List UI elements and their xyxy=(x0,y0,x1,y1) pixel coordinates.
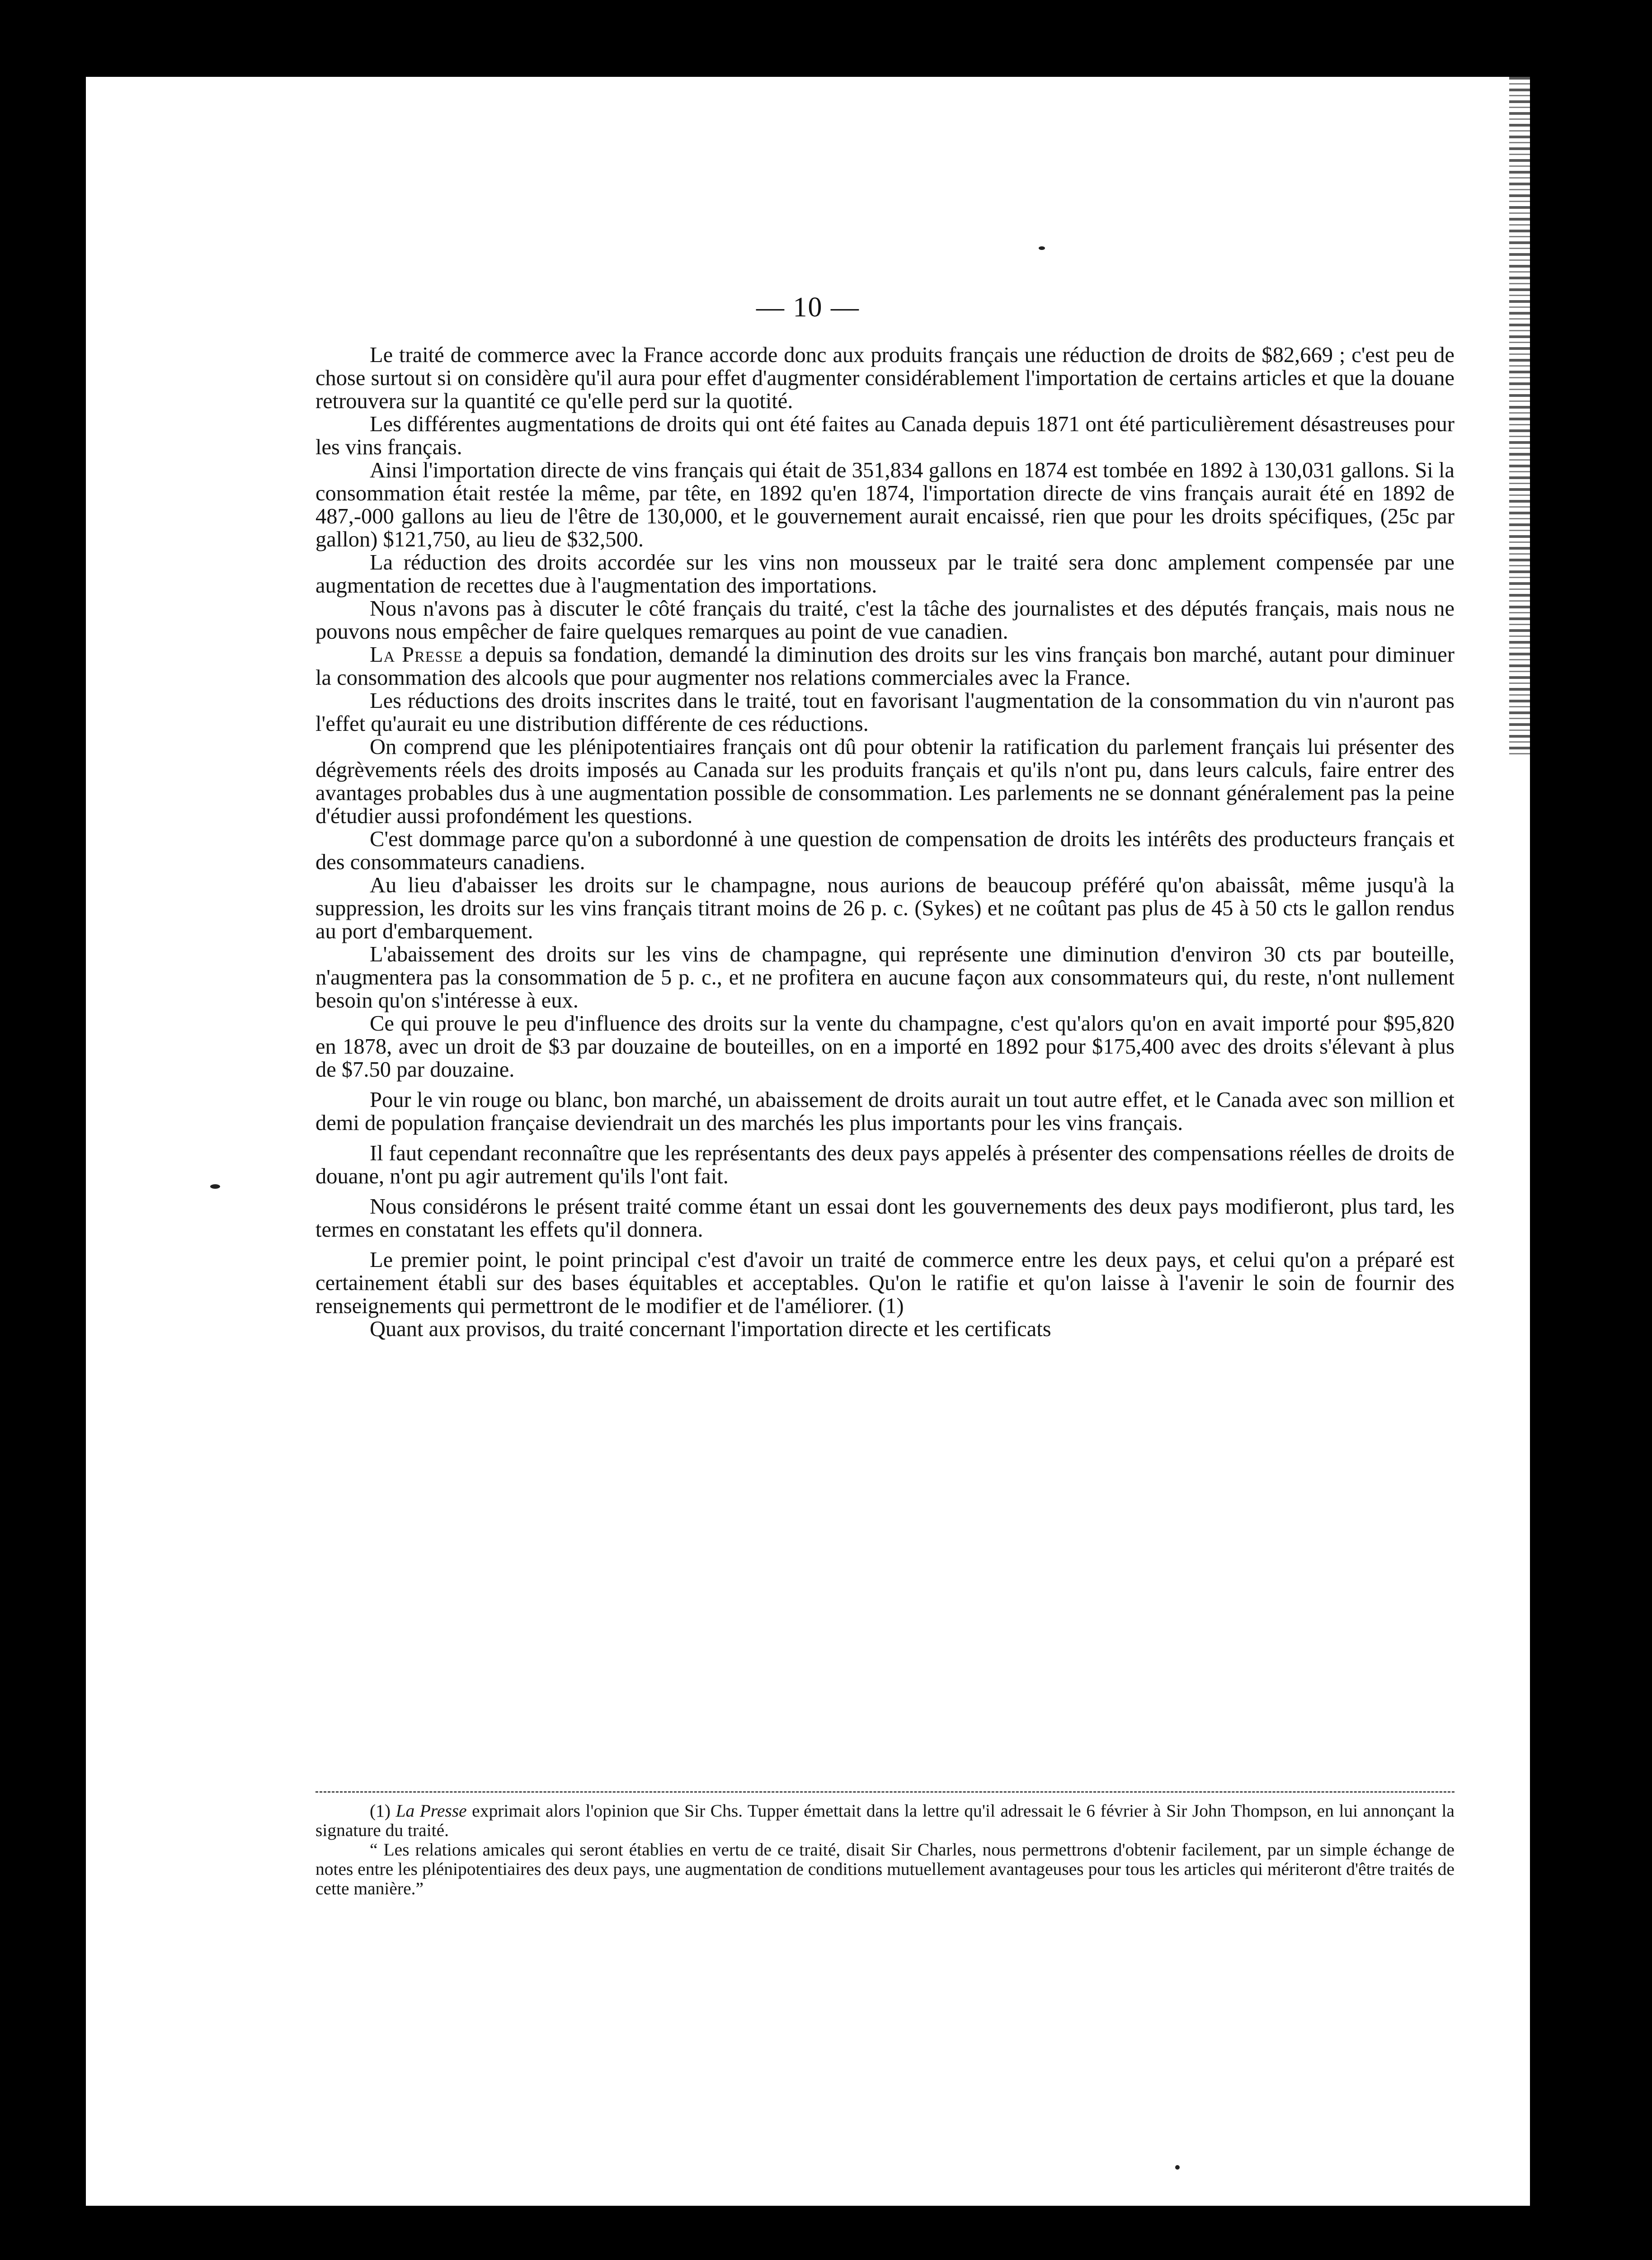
footnote xyxy=(315,1801,1454,1840)
footnote-marker: (1) xyxy=(370,1801,391,1821)
paragraph-la-presse xyxy=(315,643,1454,689)
footnotes xyxy=(315,1801,1454,1898)
scan-speck xyxy=(1175,2165,1180,2170)
footnote-text: exprimait alors l'opinion que Sir Chs. Tupper émettait dans la lettre qu'il adressait le 6 février à Sir John Thompson, en lui annonçant la signature du traité. xyxy=(315,1801,1455,1840)
footnote-italic-title: La Presse xyxy=(395,1801,467,1821)
footnote-quote: “ Les relations amicales qui seront établies en vertu de ce traité, disait Sir Charles, nous permettrons d'obtenir facilement, par un simple échange de notes entre les plénipotentiaires des deux pays, une augmentation de conditions mutuellement avantageuses pour tous les articles qui mériteront d'être traités de cette manière.” xyxy=(315,1840,1454,1898)
scan-speck xyxy=(1039,246,1045,250)
paragraph: Nous n'avons pas à discuter le côté français du traité, c'est la tâche des journalistes et des députés français, mais nous ne pouvons nous empêcher de faire quelques remarques au point de vue canadien. xyxy=(315,597,1454,644)
paragraph: Il faut cependant reconnaître que les représentants des deux pays appelés à présenter des compensations réelles de droits de douane, n'ont pu agir autrement qu'ils l'ont fait. xyxy=(315,1141,1454,1188)
paragraph: Pour le vin rouge ou blanc, bon marché, un abaissement de droits aurait un tout autre effet, et le Canada avec son million et demi de population française deviendrait un des marchés les plus importants pour les vins français. xyxy=(315,1088,1454,1135)
la-presse-name: La Presse xyxy=(370,643,463,667)
paragraph: Ainsi l'importation directe de vins français qui était de 351,834 gallons en 1874 est tombée en 1892 à 130,031 gallons. Si la consommation était restée la même, par tête, en 1892 qu'en 1874, l'importation directe de vins français aurait été en 1892 de 487,-000 gallons au lieu de l'être de 130,000, et le gouvernement aurait encaissé, rien que pour les droits spécifiques, (25c par gallon) $121,750, au lieu de $32,500. xyxy=(315,458,1454,551)
paragraph: Les différentes augmentations de droits qui ont été faites au Canada depuis 1871 ont été particulièrement désastreuses pour les vins français. xyxy=(315,412,1454,459)
paragraph: L'abaissement des droits sur les vins de champagne, qui représente une diminution d'environ 30 cts par bouteille, n'augmentera pas la consommation de 5 p. c., et ne profitera en aucune façon aux consommateurs qui, du reste, n'ont nullement besoin qu'on s'intéresse à eux. xyxy=(315,942,1454,1012)
body-text xyxy=(315,344,1454,1341)
page-number: — 10 — xyxy=(756,292,860,323)
scan-edge-artifact xyxy=(1509,77,1530,755)
paragraph-text: a depuis sa fondation, demandé la diminution des droits sur les vins français bon marché, autant pour diminuer la consommation des alcools que pour augmenter nos relations commerciales avec la France. xyxy=(315,643,1454,690)
paragraph: Ce qui prouve le peu d'influence des droits sur la vente du champagne, c'est qu'alors qu'on en avait importé pour $95,820 en 1878, avec un droit de $3 par douzaine de bouteilles, on en a importé en 1892 pour $175,400 avec des droits s'élevant à plus de $7.50 par douzaine. xyxy=(315,1012,1454,1082)
paragraph: Les réductions des droits inscrites dans le traité, tout en favorisant l'augmentation de la consommation du vin n'auront pas l'effet qu'aurait eu une distribution différente de ces réductions. xyxy=(315,689,1454,736)
paragraph: Le traité de commerce avec la France accorde donc aux produits français une réduction de droits de $82,669 ; c'est peu de chose surtout si on considère qu'il aura pour effet d'augmenter considérablement l'importation de certains articles et que la douane retrouvera sur la quantité ce qu'elle perd sur la quotité. xyxy=(315,343,1454,413)
paragraph: Nous considérons le présent traité comme étant un essai dont les gouvernements des deux pays modifieront, plus tard, les termes en constatant les effets qu'il donnera. xyxy=(315,1195,1454,1242)
paragraph: Au lieu d'abaisser les droits sur le champagne, nous aurions de beaucoup préféré qu'on abaissât, même jusqu'à la suppression, les droits sur les vins français titrant moins de 26 p. c. (Sykes) et ne coûtant pas plus de 45 à 50 cts le gallon rendus au port d'embarquement. xyxy=(315,873,1454,943)
paragraph: Quant aux provisos, du traité concernant l'importation directe et les certificats xyxy=(370,1317,1051,1341)
scanned-page xyxy=(86,77,1530,2206)
paragraph: On comprend que les plénipotentiaires français ont dû pour obtenir la ratification du parlement français lui présenter des dégrèvements réels des droits imposés au Canada sur les produits français et qu'ils n'ont pu, dans leurs calculs, faire entrer des avantages probables dus à une augmentation possible de consommation. Les parlements ne se donnant généralement pas la peine d'étudier aussi profondément les questions. xyxy=(315,735,1454,828)
scan-speck xyxy=(210,1184,220,1189)
footnote-divider xyxy=(315,1791,1454,1793)
paragraph: Le premier point, le point principal c'est d'avoir un traité de commerce entre les deux pays, et celui qu'on a préparé est certainement établi sur des bases équitables et acceptables. Qu'on le ratifie et qu'on laisse à l'avenir le soin de fournir des renseignements qui permettront de le modifier et de l'améliorer. (1) xyxy=(315,1248,1454,1318)
paragraph: La réduction des droits accordée sur les vins non mousseux par le traité sera donc amplement compensée par une augmentation de recettes due à l'augmentation des importations. xyxy=(315,551,1454,598)
paragraph: C'est dommage parce qu'on a subordonné à une question de compensation de droits les intérêts des producteurs français et des consommateurs canadiens. xyxy=(315,827,1454,874)
